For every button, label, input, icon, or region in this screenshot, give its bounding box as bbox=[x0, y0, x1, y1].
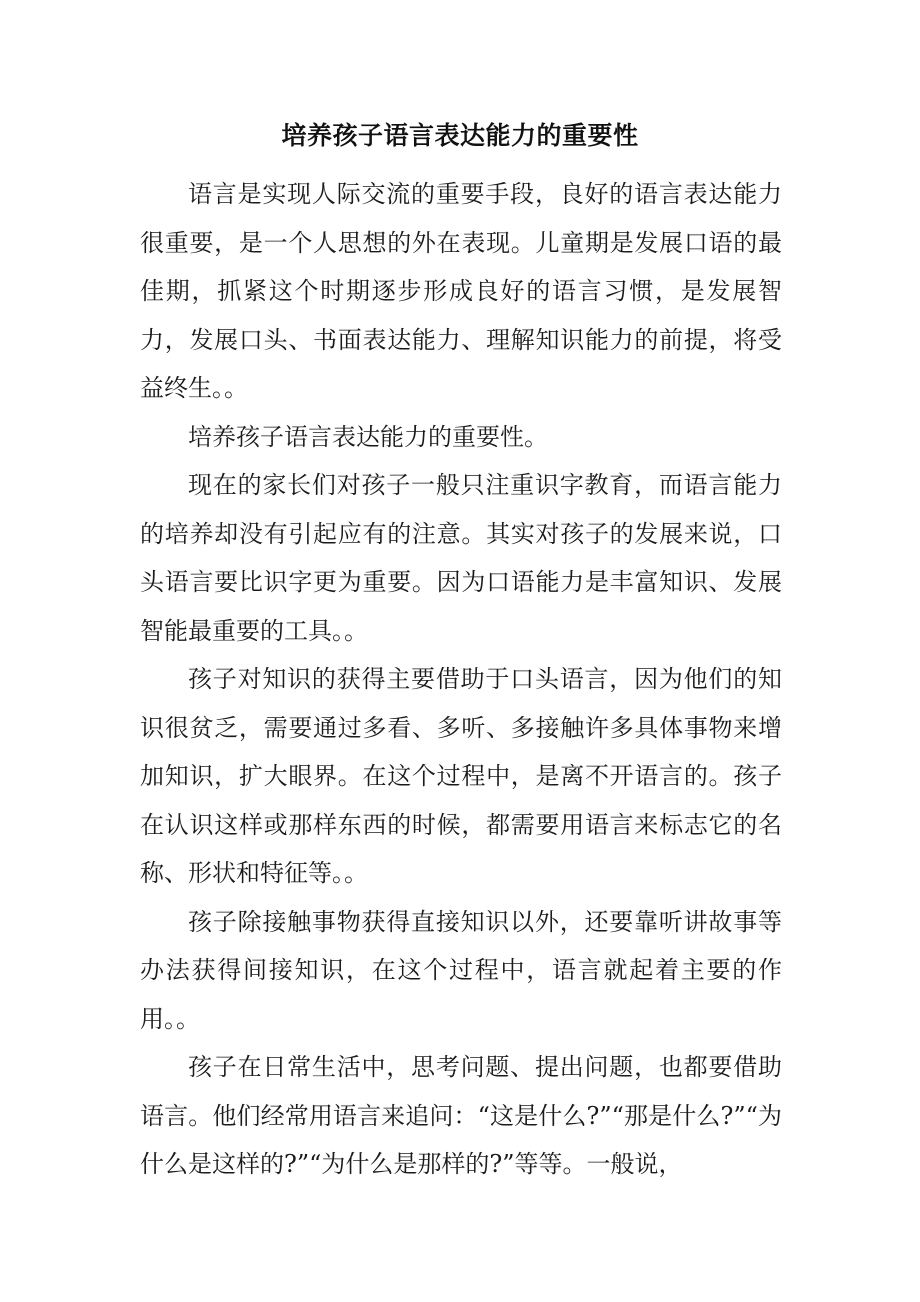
paragraph-parents: 现在的家长们对孩子一般只注重识字教育，而语言能力的培养却没有引起应有的注意。其实对孩子的发展来说，口头语言要比识字更为重要。因为口语能力是丰富知识、发展智能最重要的工具。。 bbox=[140, 471, 782, 645]
paragraph-intro: 语言是实现人际交流的重要手段，良好的语言表达能力很重要，是一个人思想的外在表现。儿童期是发展口语的最佳期，抓紧这个时期逐步形成良好的语言习惯，是发展智力，发展口头、书面表达能力、理解知识能力的前提，将受益终生。。 bbox=[140, 180, 782, 402]
paragraph-daily-life: 孩子在日常生活中，思考问题、提出问题，也都要借助语言。他们经常用语言来追问：“这是什么?”“那是什么?”“为什么是这样的?”“为什么是那样的?”等等。一般说， bbox=[140, 1053, 782, 1178]
document-body bbox=[140, 170, 782, 1189]
paragraph-knowledge: 孩子对知识的获得主要借助于口头语言，因为他们的知识很贫乏，需要通过多看、多听、多接触许多具体事物来增加知识，扩大眼界。在这个过程中，是离不开语言的。孩子在认识这样或那样东西的时候，都需要用语言来标志它的名称、形状和特征等。。 bbox=[140, 665, 782, 887]
paragraph-heading-line: 培养孩子语言表达能力的重要性。 bbox=[188, 422, 548, 451]
document-title: 培养孩子语言表达能力的重要性 bbox=[281, 121, 639, 150]
paragraph-indirect-knowledge: 孩子除接触事物获得直接知识以外，还要靠听讲故事等办法获得间接知识，在这个过程中，语言就起着主要的作用。。 bbox=[140, 907, 782, 1033]
